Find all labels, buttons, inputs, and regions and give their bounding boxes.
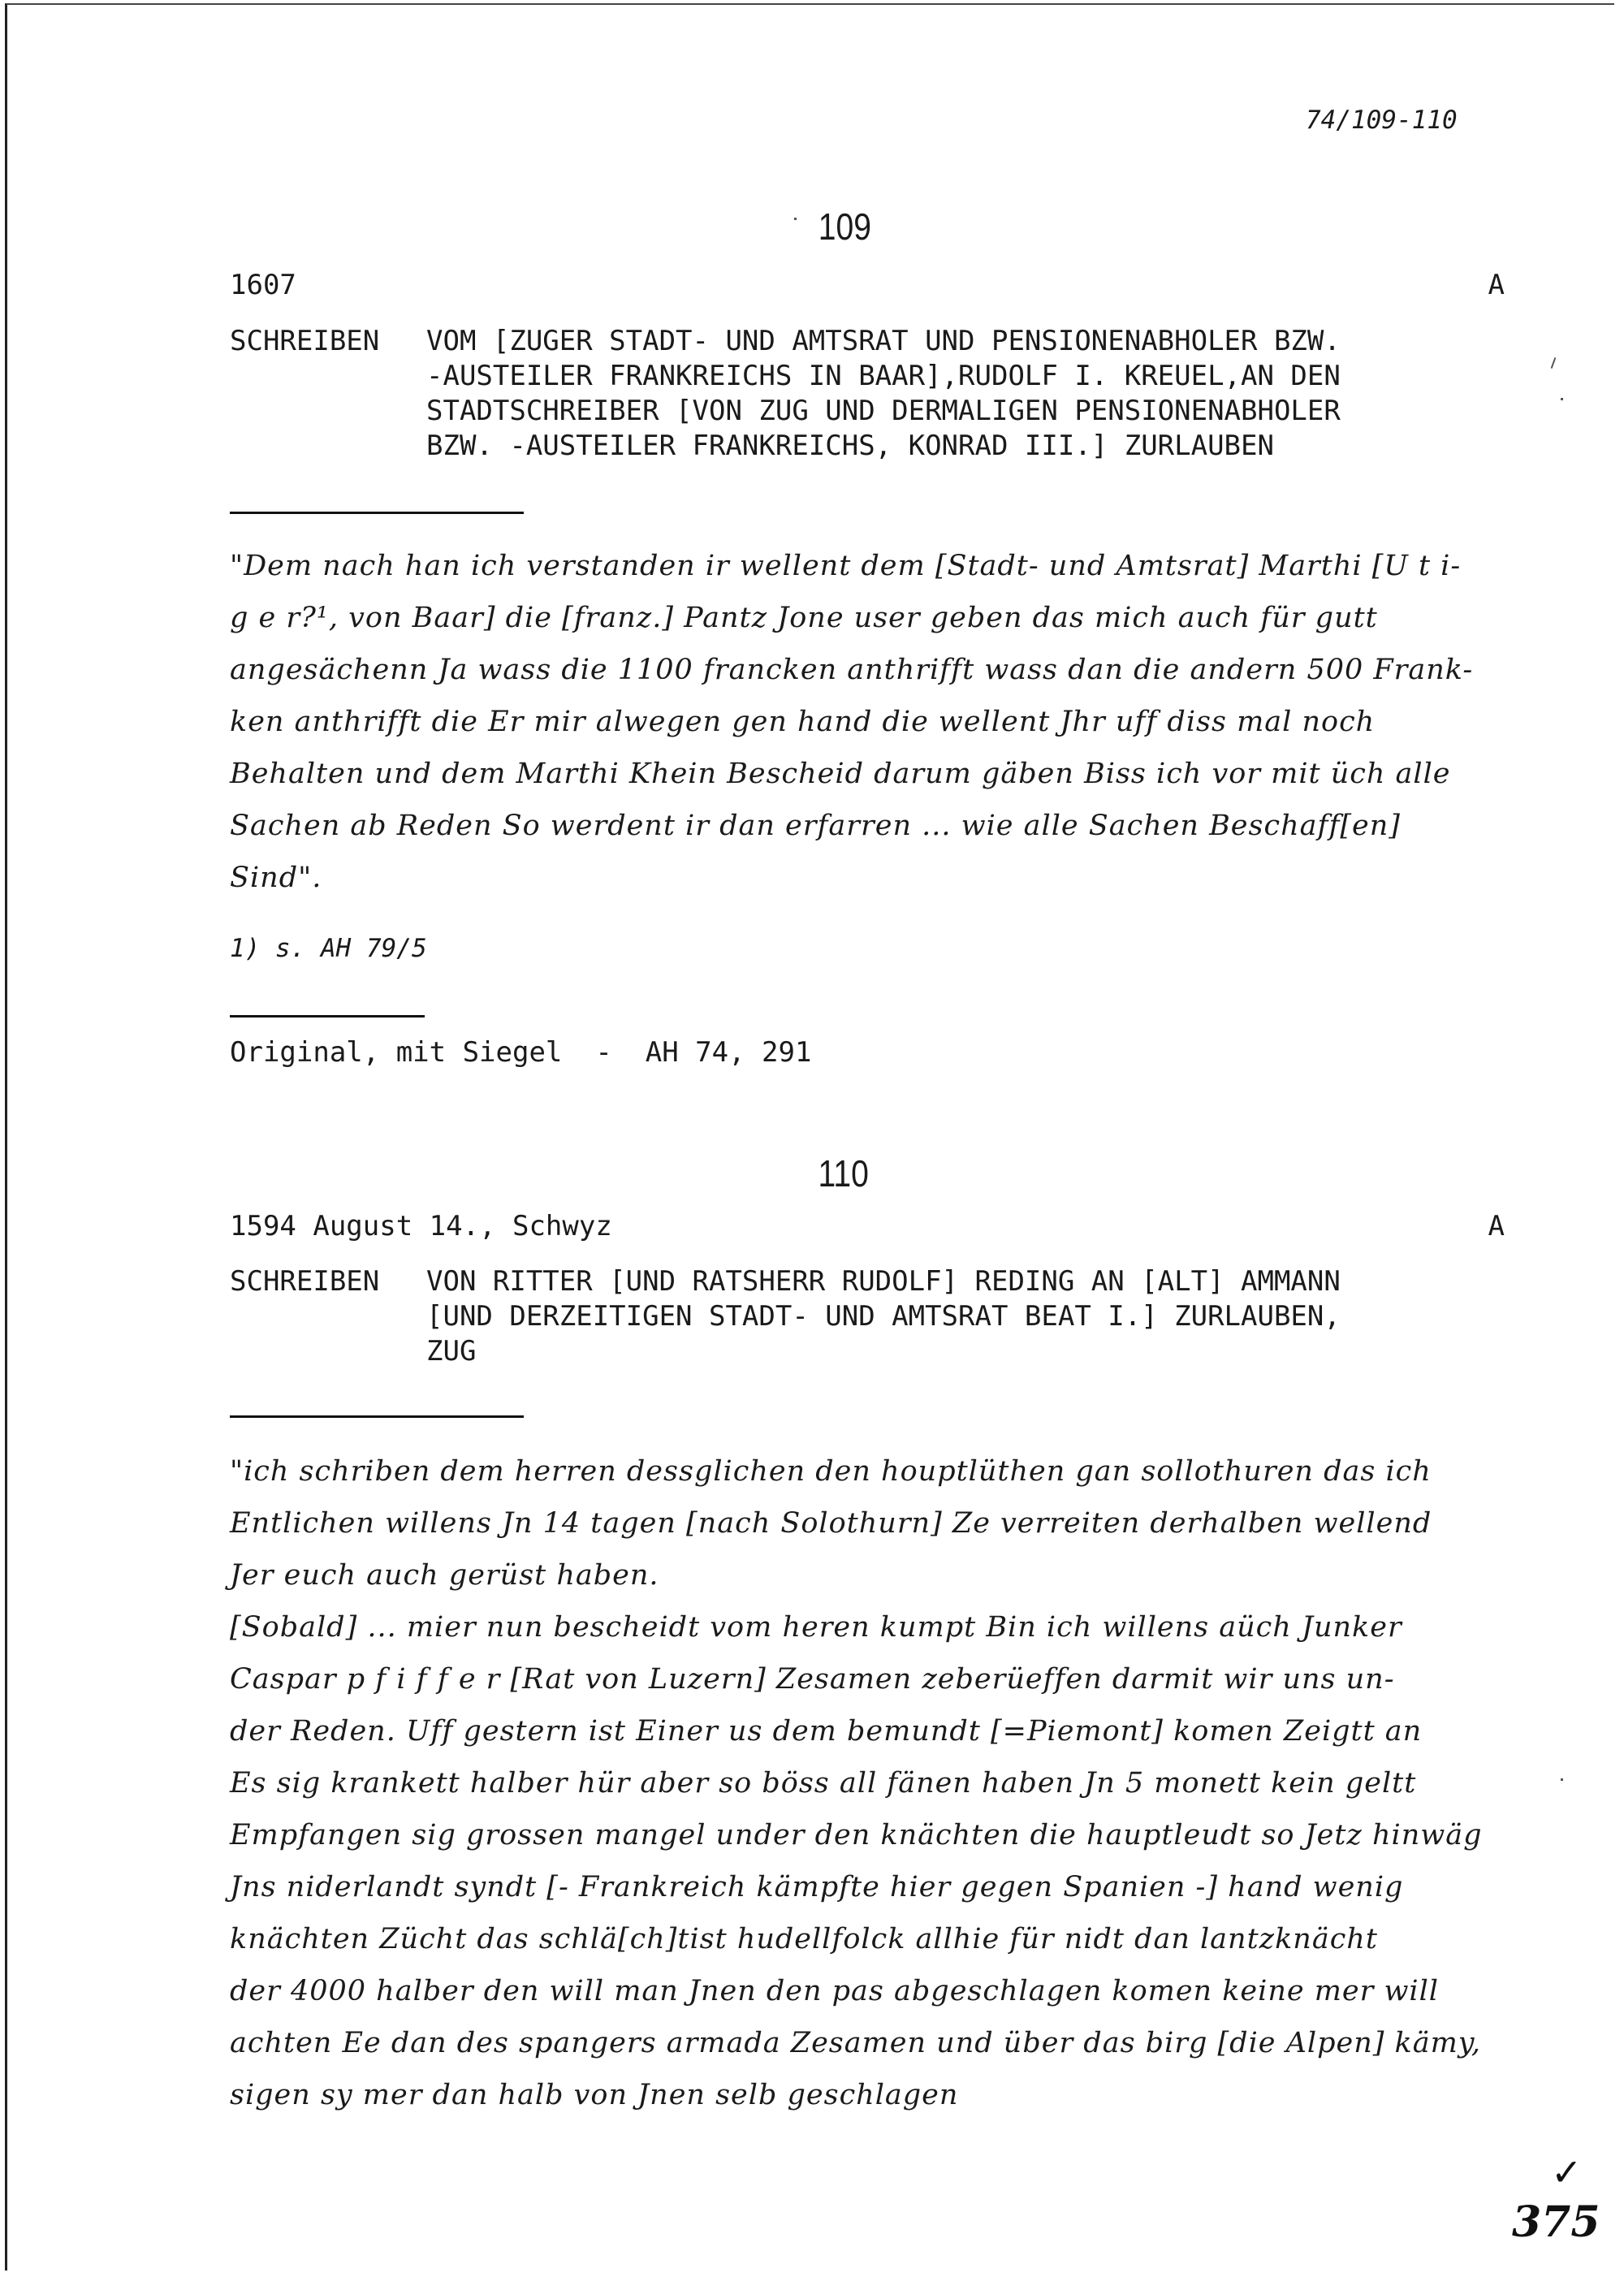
quote-line: angesächenn Ja wass die 1100 francken anthrifft wass dan die andern 500 Frank- bbox=[230, 654, 1474, 686]
quote-line: der 4000 halber den will man Jnen den pas abgeschlagen komen keine mer will bbox=[230, 1975, 1439, 2007]
quote-line: Jns niderlandt syndt [- Frankreich kämpfte hier gegen Spanien -] hand wenig bbox=[230, 1871, 1404, 1903]
quote-line: g e r?¹, von Baar] die [franz.] Pantz Jone user geben das mich auch für gutt bbox=[230, 602, 1378, 634]
quote-line: Sachen ab Reden So werdent ir dan erfarren ... wie alle Sachen Beschaff[en] bbox=[230, 810, 1401, 842]
quote-line: ken anthrifft die Er mir alwegen gen hand die wellent Jhr uff diss mal noch bbox=[230, 706, 1376, 738]
handwritten-check-mark: ✓ bbox=[1551, 2150, 1583, 2194]
footnote: 1) s. AH 79/5 bbox=[230, 934, 427, 963]
section-divider bbox=[230, 512, 524, 514]
title-line: [UND DERZEITIGEN STADT- UND AMTSRAT BEAT I.] ZURLAUBEN, bbox=[426, 1300, 1341, 1333]
handwritten-page-number: 375 bbox=[1512, 2197, 1600, 2247]
title-line: BZW. -AUSTEILER FRANKREICHS, KONRAD III.] ZURLAUBEN bbox=[426, 430, 1274, 462]
document-110-title bbox=[230, 1264, 1505, 1369]
quote-line: [Sobald] ... mier nun bescheidt vom heren kumpt Bin ich willens aüch Junker bbox=[230, 1611, 1402, 1644]
document-grade: A bbox=[1488, 269, 1505, 301]
quote-line: der Reden. Uff gestern ist Einer us dem bemundt [=Piemont] komen Zeigtt an bbox=[230, 1715, 1423, 1748]
quote-line: achten Ee dan des spangers armada Zesamen und über das birg [die Alpen] kämy, bbox=[230, 2027, 1482, 2059]
source-note: Original, mit Siegel - AH 74, 291 bbox=[230, 1036, 812, 1069]
document-110-header bbox=[230, 1209, 1505, 1244]
quote-line: Es sig krankett halber hür aber so böss all fänen haben Jn 5 monett kein geltt bbox=[230, 1767, 1417, 1800]
section-divider bbox=[230, 1415, 524, 1418]
document-number-109: 109 bbox=[818, 205, 871, 248]
quote-line: knächten Zücht das schlä[ch]tist hudellfolck allhie für nidt dan lantzknächt bbox=[230, 1923, 1378, 1955]
document-109-header bbox=[230, 268, 1505, 303]
title-label: SCHREIBEN bbox=[230, 1265, 380, 1298]
quote-line: Behalten und dem Marthi Khein Bescheid darum gäben Biss ich vor mit üch alle bbox=[230, 758, 1451, 790]
title-line: VON RITTER [UND RATSHERR RUDOLF] REDING AN [ALT] AMMANN bbox=[426, 1265, 1341, 1298]
quote-line: "Dem nach han ich verstanden ir wellent dem [Stadt- und Amtsrat] Marthi [U t i- bbox=[230, 550, 1462, 582]
document-number-110: 110 bbox=[818, 1152, 869, 1195]
document-date: 1594 August 14., Schwyz bbox=[230, 1210, 612, 1242]
document-date: 1607 bbox=[230, 269, 296, 301]
document-110-quote bbox=[230, 1445, 1529, 2121]
quote-line: Empfangen sig grossen mangel under den knächten die hauptleudt so Jetz hinwäg bbox=[230, 1819, 1483, 1851]
document-109-quote bbox=[230, 540, 1529, 904]
quote-line: Caspar p f i f f e r [Rat von Luzern] Zesamen zeberüeffen darmit wir uns un- bbox=[230, 1663, 1395, 1696]
section-divider bbox=[230, 1015, 425, 1018]
title-line: ZUG bbox=[426, 1335, 477, 1367]
quote-line: Sind". bbox=[230, 862, 322, 894]
scan-speck bbox=[794, 218, 797, 220]
scan-speck bbox=[1561, 398, 1563, 400]
archive-reference: 74/109-110 bbox=[1306, 106, 1458, 135]
title-line: VOM [ZUGER STADT- UND AMTSRAT UND PENSIONENABHOLER BZW. bbox=[426, 325, 1341, 357]
quote-line: Entlichen willens Jn 14 tagen [nach Solothurn] Ze verreiten derhalben wellend bbox=[230, 1507, 1432, 1540]
title-label: SCHREIBEN bbox=[230, 325, 380, 357]
quote-line: "ich schriben dem herren dessglichen den houptlüthen gan sollothuren das ich bbox=[230, 1455, 1432, 1488]
scan-speck bbox=[1561, 1778, 1563, 1781]
document-grade: A bbox=[1488, 1210, 1505, 1242]
document-109-title bbox=[230, 324, 1505, 464]
quote-line: sigen sy mer dan halb von Jnen selb geschlagen bbox=[230, 2079, 959, 2111]
quote-line: Jer euch auch gerüst haben. bbox=[230, 1559, 659, 1592]
title-line: -AUSTEILER FRANKREICHS IN BAAR],RUDOLF I. KREUEL,AN DEN bbox=[426, 360, 1341, 392]
title-line: STADTSCHREIBER [VON ZUG UND DERMALIGEN PENSIONENABHOLER bbox=[426, 395, 1341, 427]
